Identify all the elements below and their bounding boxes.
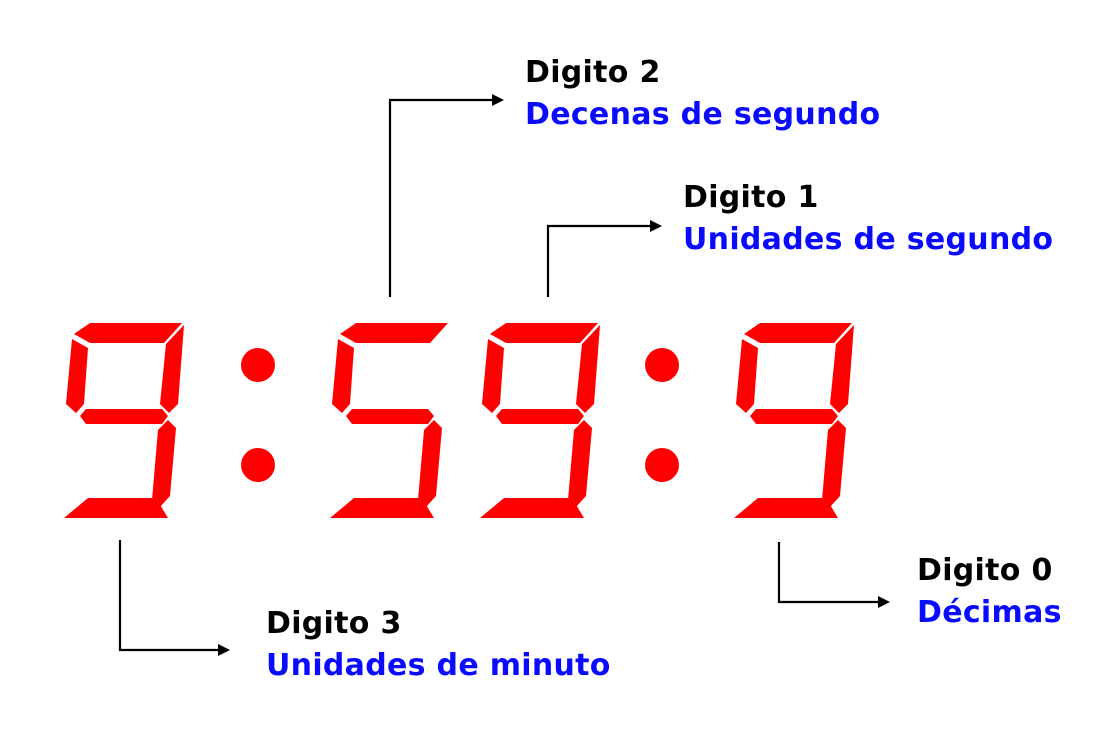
digit-0-segment-a bbox=[744, 323, 852, 343]
digit-0-segment-f bbox=[736, 339, 758, 413]
digit-0-segment-g bbox=[750, 409, 838, 424]
digit-3-segment-g bbox=[80, 409, 168, 424]
digit-3-label bbox=[266, 606, 611, 683]
digit-2-description: Decenas de segundo bbox=[525, 97, 881, 132]
digit-1-segment-g bbox=[496, 409, 584, 424]
colon-right bbox=[645, 348, 679, 482]
digit-0-description: Décimas bbox=[917, 595, 1062, 630]
arrow-digit-3 bbox=[120, 540, 230, 656]
arrow-digit-0 bbox=[779, 542, 890, 608]
digit-1-title: Digito 1 bbox=[683, 180, 819, 215]
digit-1-label bbox=[683, 180, 1054, 257]
arrow-digit-2-head bbox=[492, 94, 504, 106]
digit-2-segment-f bbox=[332, 339, 354, 413]
digit-1-description: Unidades de segundo bbox=[683, 222, 1054, 257]
arrow-digit-1-line bbox=[548, 226, 652, 297]
digit-1 bbox=[480, 323, 600, 518]
arrow-digit-1 bbox=[548, 220, 662, 297]
arrow-digit-2-line bbox=[390, 100, 494, 297]
colon-right-top-dot bbox=[645, 348, 679, 382]
digit-2-segment-g bbox=[346, 409, 434, 424]
digit-2-title: Digito 2 bbox=[525, 55, 661, 90]
digit-3-description: Unidades de minuto bbox=[266, 648, 611, 683]
digit-3-segment-d bbox=[64, 498, 168, 518]
digit-2-label bbox=[525, 55, 881, 132]
arrow-digit-1-head bbox=[650, 220, 662, 232]
digit-1-segment-f bbox=[482, 339, 504, 413]
colon-left-bottom-dot bbox=[241, 448, 275, 482]
digit-1-segment-a bbox=[490, 323, 598, 343]
arrow-digit-0-head bbox=[878, 596, 890, 608]
arrow-digit-3-line bbox=[120, 540, 220, 650]
colon-left bbox=[241, 348, 275, 482]
digit-2-segment-c bbox=[418, 420, 442, 507]
digit-3-title: Digito 3 bbox=[266, 606, 402, 641]
digit-0-segment-d bbox=[734, 498, 838, 518]
digit-3 bbox=[64, 323, 184, 518]
digit-1-segment-d bbox=[480, 498, 584, 518]
digit-2-segment-d bbox=[330, 498, 434, 518]
colon-left-top-dot bbox=[241, 348, 275, 382]
digit-2 bbox=[330, 323, 448, 518]
digit-3-segment-c bbox=[152, 420, 176, 507]
digit-3-segment-f bbox=[66, 339, 88, 413]
colon-right-bottom-dot bbox=[645, 448, 679, 482]
digit-1-segment-c bbox=[568, 420, 592, 507]
digit-3-segment-a bbox=[74, 323, 182, 343]
digit-2-segment-a bbox=[340, 323, 448, 343]
digit-0-label bbox=[917, 553, 1062, 630]
digit-0-title: Digito 0 bbox=[917, 553, 1053, 588]
arrow-digit-0-line bbox=[779, 542, 880, 602]
arrow-digit-3-head bbox=[218, 644, 230, 656]
digit-0 bbox=[734, 323, 854, 518]
arrow-digit-2 bbox=[390, 94, 504, 297]
digit-0-segment-c bbox=[822, 420, 846, 507]
